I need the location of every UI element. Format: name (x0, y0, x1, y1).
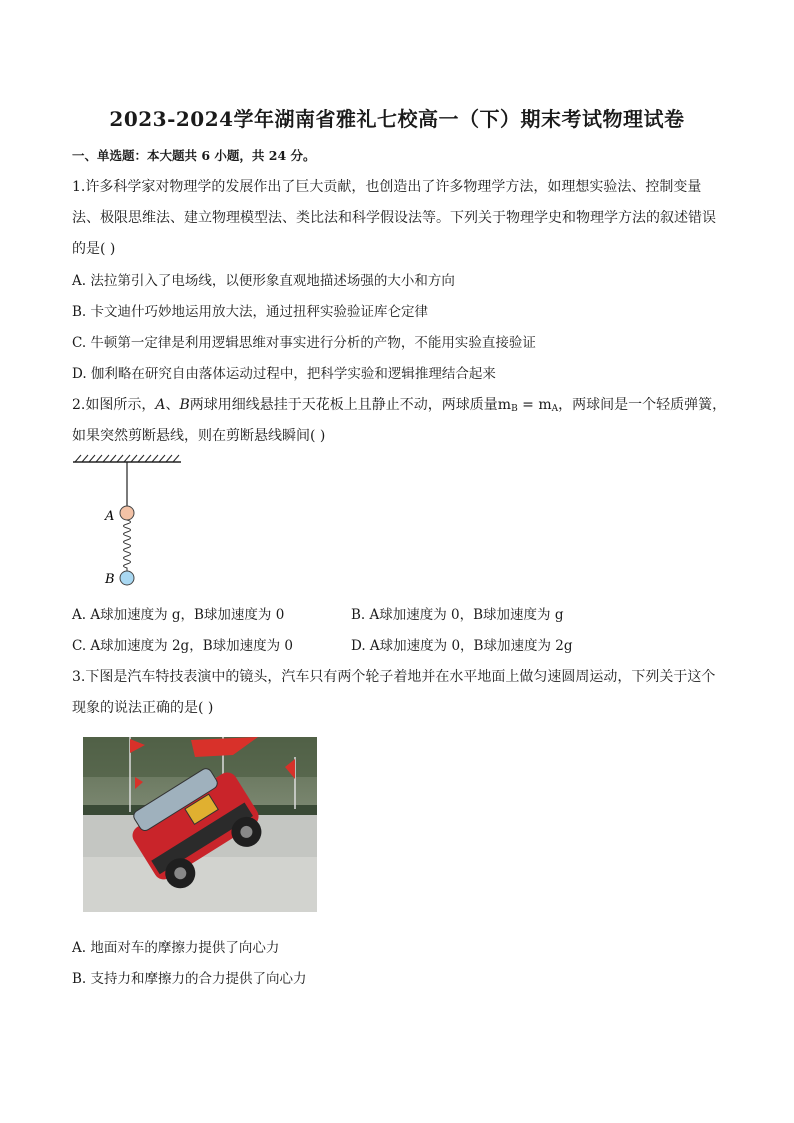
q1-option-d: D. 伽利略在研究自由落体运动过程中，把科学实验和逻辑推理结合起来 (72, 366, 496, 382)
q2-option-d: D. A球加速度为 0，B球加速度为 2g (351, 638, 573, 654)
label-b: B (105, 572, 115, 587)
car-stunt-photo (83, 737, 317, 912)
q2-mass-b-subscript: B (511, 404, 518, 414)
q2-option-c: C. A球加速度为 2g，B球加速度为 0 (72, 638, 294, 654)
q2-mass-b: m (497, 397, 512, 413)
q2-equals: = (517, 397, 539, 413)
spring-diagram (70, 452, 190, 592)
ball-a (120, 506, 134, 520)
q3-option-b: B. 支持力和摩擦力的合力提供了向心力 (72, 971, 307, 987)
car-stunt-illustration (83, 737, 317, 912)
q3-option-a: A. 地面对车的摩擦力提供了向心力 (72, 940, 280, 956)
q2-ball-b-symbol: B (179, 397, 190, 413)
q2-mass-a: m (538, 397, 552, 413)
q3-stem-line2: 现象的说法正确的是( ) (72, 700, 214, 716)
q2-option-b: B. A球加速度为 0，B球加速度为 g (351, 607, 564, 623)
q1-option-c: C. 牛顿第一定律是利用逻辑思维对事实进行分析的产物，不能用实验直接验证 (72, 335, 536, 351)
q2-mass-a-subscript: A (551, 404, 559, 414)
q2-option-a: A. A球加速度为 g，B球加速度为 0 (72, 607, 285, 623)
q2-stem-prefix: 2.如图所示， (72, 397, 156, 413)
page-title: 2023-2024学年湖南省雅礼七校高一（下）期末考试物理试卷 (109, 107, 685, 131)
ceiling-hatch (75, 455, 179, 462)
q3-stem-line1: 3.下图是汽车特技表演中的镜头，汽车只有两个轮子着地并在水平地面上做匀速圆周运动，下列关于这个 (72, 669, 716, 685)
q2-stem-line2: 如果突然剪断悬线，则在剪断悬线瞬间( ) (72, 428, 326, 444)
section-heading: 一、单选题：本大题共 6 小题，共 24 分。 (72, 148, 316, 163)
q2-stem-suffix: ，两球间是一个轻质弹簧， (558, 397, 727, 413)
q1-option-b: B. 卡文迪什巧妙地运用放大法，通过扭秤实验验证库仑定律 (72, 304, 429, 320)
ball-b (120, 571, 134, 585)
q1-stem-line2: 法、极限思维法、建立物理模型法、类比法和科学假设法等。下列关于物理学史和物理学方法的叙述错误 (72, 210, 716, 226)
spring-coil (124, 520, 131, 571)
q2-stem-line1 (72, 394, 726, 414)
q2-separator: 、 (165, 397, 180, 413)
q1-option-a: A. 法拉第引入了电场线，以便形象直观地描述场强的大小和方向 (72, 273, 455, 289)
q1-stem-line1: 1.许多科学家对物理学的发展作出了巨大贡献，也创造出了许多物理学方法，如理想实验法、控制变量 (72, 179, 702, 195)
label-a: A (105, 509, 115, 524)
q1-stem-line3: 的是( ) (72, 241, 116, 257)
q2-ball-a-symbol: A (155, 397, 166, 413)
q2-stem-middle: 两球用细线悬挂于天花板上且静止不动，两球质量 (189, 397, 498, 413)
